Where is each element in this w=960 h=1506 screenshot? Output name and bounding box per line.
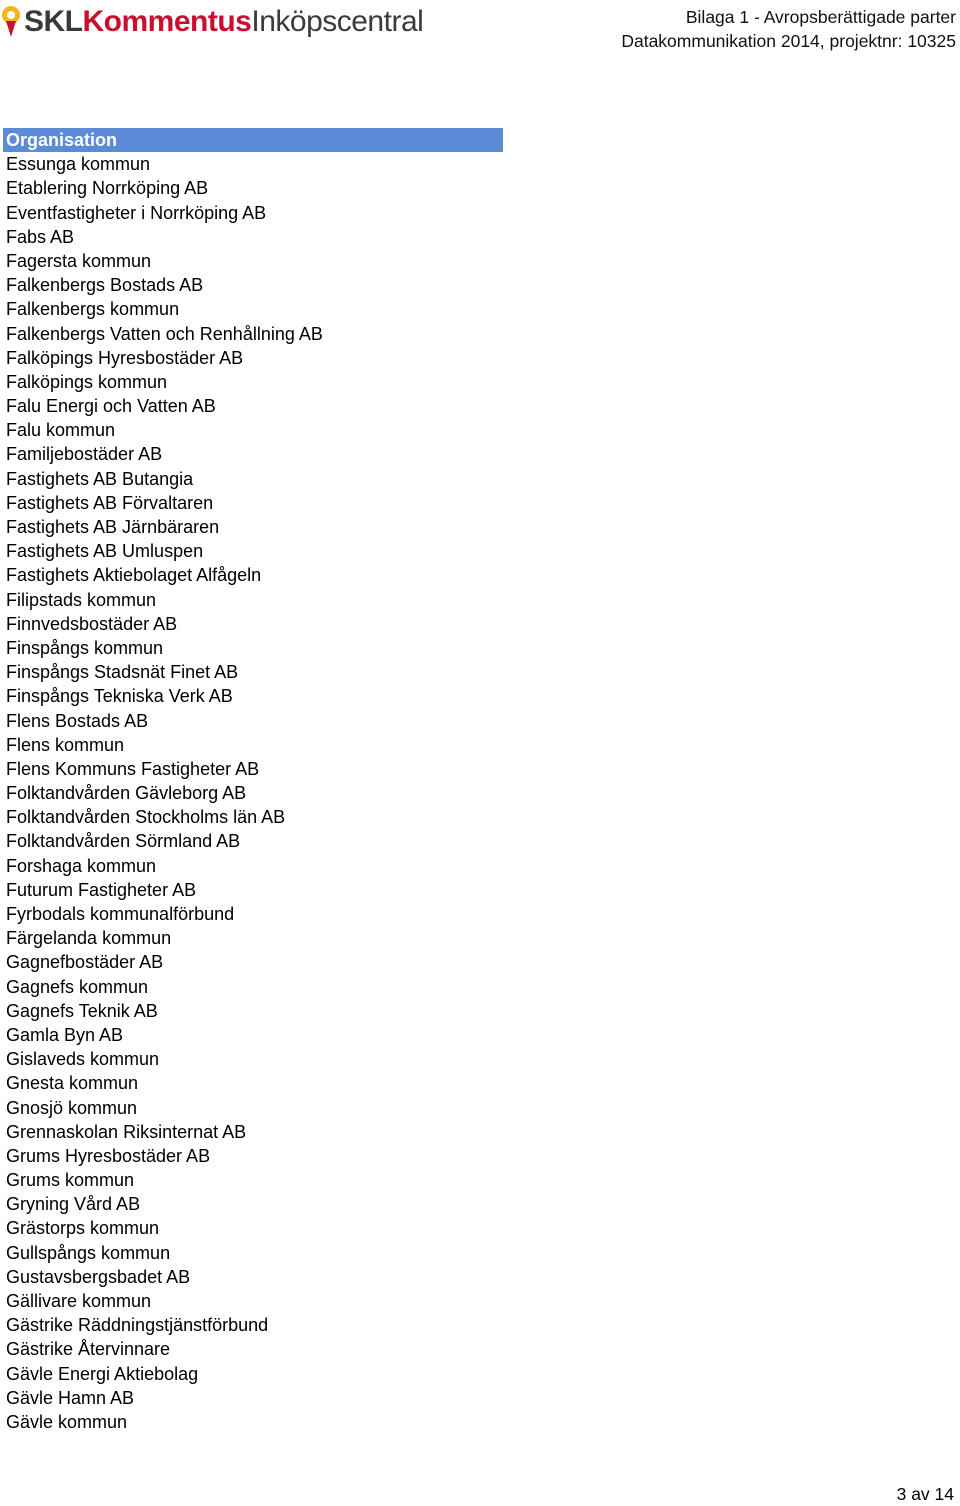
table-row: Gnesta kommun [6,1073,139,1094]
table-row: Flens Bostads AB [6,710,149,731]
table-row: Grums Hyresbostäder AB [6,1145,211,1166]
table-row: Essunga kommun [6,154,151,175]
organisation-table [3,128,503,1434]
skl-kommentus-logo [0,2,423,42]
table-row: Gästrike Räddningstjänstförbund [6,1315,269,1336]
table-row: Falkenbergs Vatten och Renhållning AB [6,323,323,344]
table-row: Futurum Fastigheter AB [6,879,197,900]
table-row: Eventfastigheter i Norrköping AB [6,202,267,223]
table-row: Falköpings kommun [6,371,168,392]
table-row: Folktandvården Stockholms län AB [6,807,286,828]
table-row: Gagnefs kommun [6,976,149,997]
table-row: Folktandvården Sörmland AB [6,831,241,852]
table-row: Fyrbodals kommunalförbund [6,904,235,924]
table-row: Fastighets AB Förvaltaren [6,492,214,513]
table-row: Etablering Norrköping AB [6,178,209,199]
logo-kommentus-text: Kommentus [82,5,252,38]
table-row: Fabs AB [6,226,75,247]
table-row: Falköpings Hyresbostäder AB [6,347,244,368]
table-row: Gullspångs kommun [6,1242,171,1263]
page-number: 3 av 14 [896,1484,954,1504]
table-row: Gävle Energi Aktiebolag [6,1363,199,1384]
table-row: Gävle kommun [6,1411,128,1432]
table-row: Färgelanda kommun [6,928,172,949]
table-row: Gagnefbostäder AB [6,952,164,973]
table-row: Flens Kommuns Fastigheter AB [6,758,260,779]
table-row: Familjebostäder AB [6,444,163,465]
table-row: Falu kommun [6,420,116,441]
table-row: Gästrike Återvinnare [6,1339,171,1360]
table-row: Fastighets AB Järnbäraren [6,517,220,537]
table-row: Filipstads kommun [6,589,157,610]
document-meta [621,5,956,53]
table-row: Grennaskolan Riksinternat AB [6,1121,247,1142]
table-row: Finnvedsbostäder AB [6,613,178,634]
organisation-list [3,152,503,1434]
table-row: Gnosjö kommun [6,1097,138,1118]
table-row: Gävle Hamn AB [6,1387,135,1408]
column-header-organisation: Organisation [3,128,503,152]
table-row: Gamla Byn AB [6,1024,124,1045]
table-row: Finspångs Stadsnät Finet AB [6,662,239,683]
table-row: Gislaveds kommun [6,1049,160,1070]
document-title: Bilaga 1 - Avropsberättigade parter [685,7,956,27]
lightbulb-icon [0,4,22,40]
table-row: Grums kommun [6,1170,135,1191]
table-row: Gustavsbergsbadet AB [6,1266,191,1287]
table-row: Finspångs Tekniska Verk AB [6,686,233,707]
table-row: Gällivare kommun [6,1291,152,1311]
page-header [0,0,960,60]
table-row: Gryning Vård AB [6,1194,141,1215]
table-row: Fastighets AB Butangia [6,468,194,489]
table-row: Falkenbergs Bostads AB [6,275,204,296]
table-row: Fagersta kommun [6,250,152,271]
table-row: Gagnefs Teknik AB [6,1000,158,1021]
table-row: Forshaga kommun [6,855,157,876]
table-row: Flens kommun [6,734,125,755]
table-row: Finspångs kommun [6,637,164,658]
document-subtitle: Datakommunikation 2014, projektnr: 10325 [621,31,956,51]
table-row: Fastighets AB Umluspen [6,541,204,562]
logo-skl-text: SKL [24,5,83,38]
table-row: Falu Energi och Vatten AB [6,396,216,417]
table-row: Grästorps kommun [6,1218,160,1239]
logo-inkopscentral-text: Inköpscentral [251,5,424,38]
table-row: Falkenbergs kommun [6,299,180,320]
table-row: Fastighets Aktiebolaget Alfågeln [6,565,262,586]
table-row: Folktandvården Gävleborg AB [6,783,247,804]
